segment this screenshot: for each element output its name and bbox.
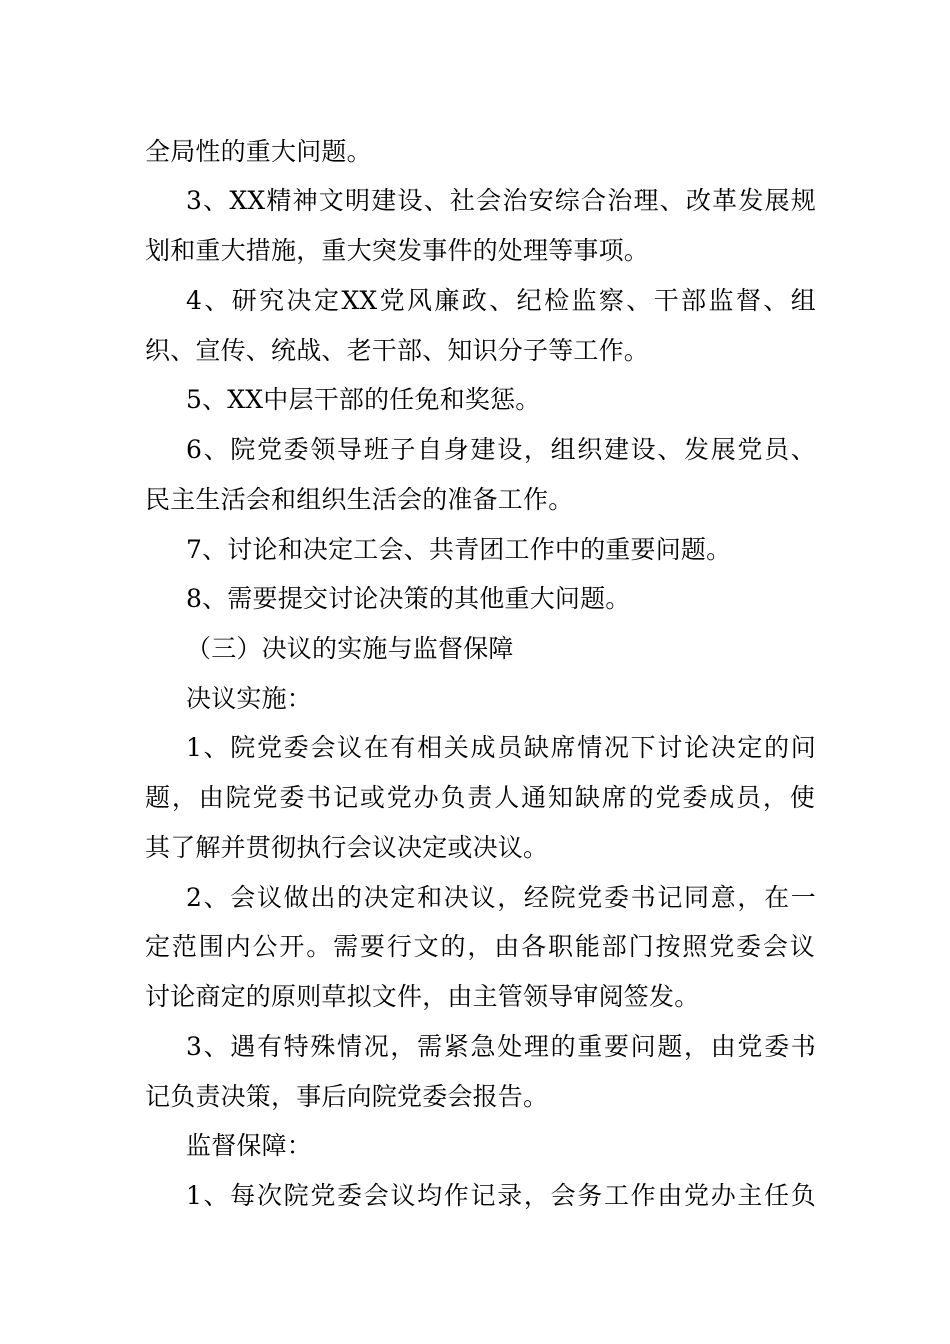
paragraph-line: 6、院党委领导班子自身建设，组织建设、发展党员、 [186,435,816,464]
paragraph-line: 题，由院党委书记或党办负责人通知缺席的党委成员，使 [145,783,815,812]
paragraph-line: 定范围内公开。需要行文的，由各职能部门按照党委会议 [145,932,815,961]
paragraph-line: 其了解并贯彻执行会议决定或决议。 [145,833,549,862]
paragraph-line: 3、XX精神文明建设、社会治安综合治理、改革发展规 [186,186,816,215]
paragraph-line: 1、院党委会议在有相关成员缺席情况下讨论决定的问 [186,733,816,762]
paragraph-line: 4、研究决定XX党风廉政、纪检监察、干部监督、组 [186,286,816,315]
paragraph-line: 划和重大措施，重大突发事件的处理等事项。 [145,236,650,265]
paragraph-line: 民主生活会和组织生活会的准备工作。 [145,485,574,514]
paragraph-line: 记负责决策，事后向院党委会报告。 [145,1082,549,1111]
paragraph-line: 2、会议做出的决定和决议，经院党委书记同意，在一 [186,883,816,912]
paragraph-line: 1、每次院党委会议均作记录，会务工作由党办主任负 [186,1181,816,1210]
paragraph-line: 讨论商定的原则草拟文件，由主管领导审阅签发。 [145,982,700,1011]
paragraph-line: 5、XX中层干部的任免和奖惩。 [186,385,541,414]
section-heading: （三）决议的实施与监督保障 [186,634,514,663]
subheading: 决议实施： [186,684,313,713]
paragraph-line: 7、讨论和决定工会、共青团工作中的重要问题。 [186,535,732,564]
paragraph-line: 全局性的重大问题。 [145,137,372,166]
paragraph-line: 8、需要提交讨论决策的其他重大问题。 [186,584,631,613]
paragraph-line: 织、宣传、统战、老干部、知识分子等工作。 [145,336,650,365]
paragraph-line: 3、遇有特殊情况，需紧急处理的重要问题，由党委书 [186,1032,816,1061]
subheading: 监督保障： [186,1131,313,1160]
